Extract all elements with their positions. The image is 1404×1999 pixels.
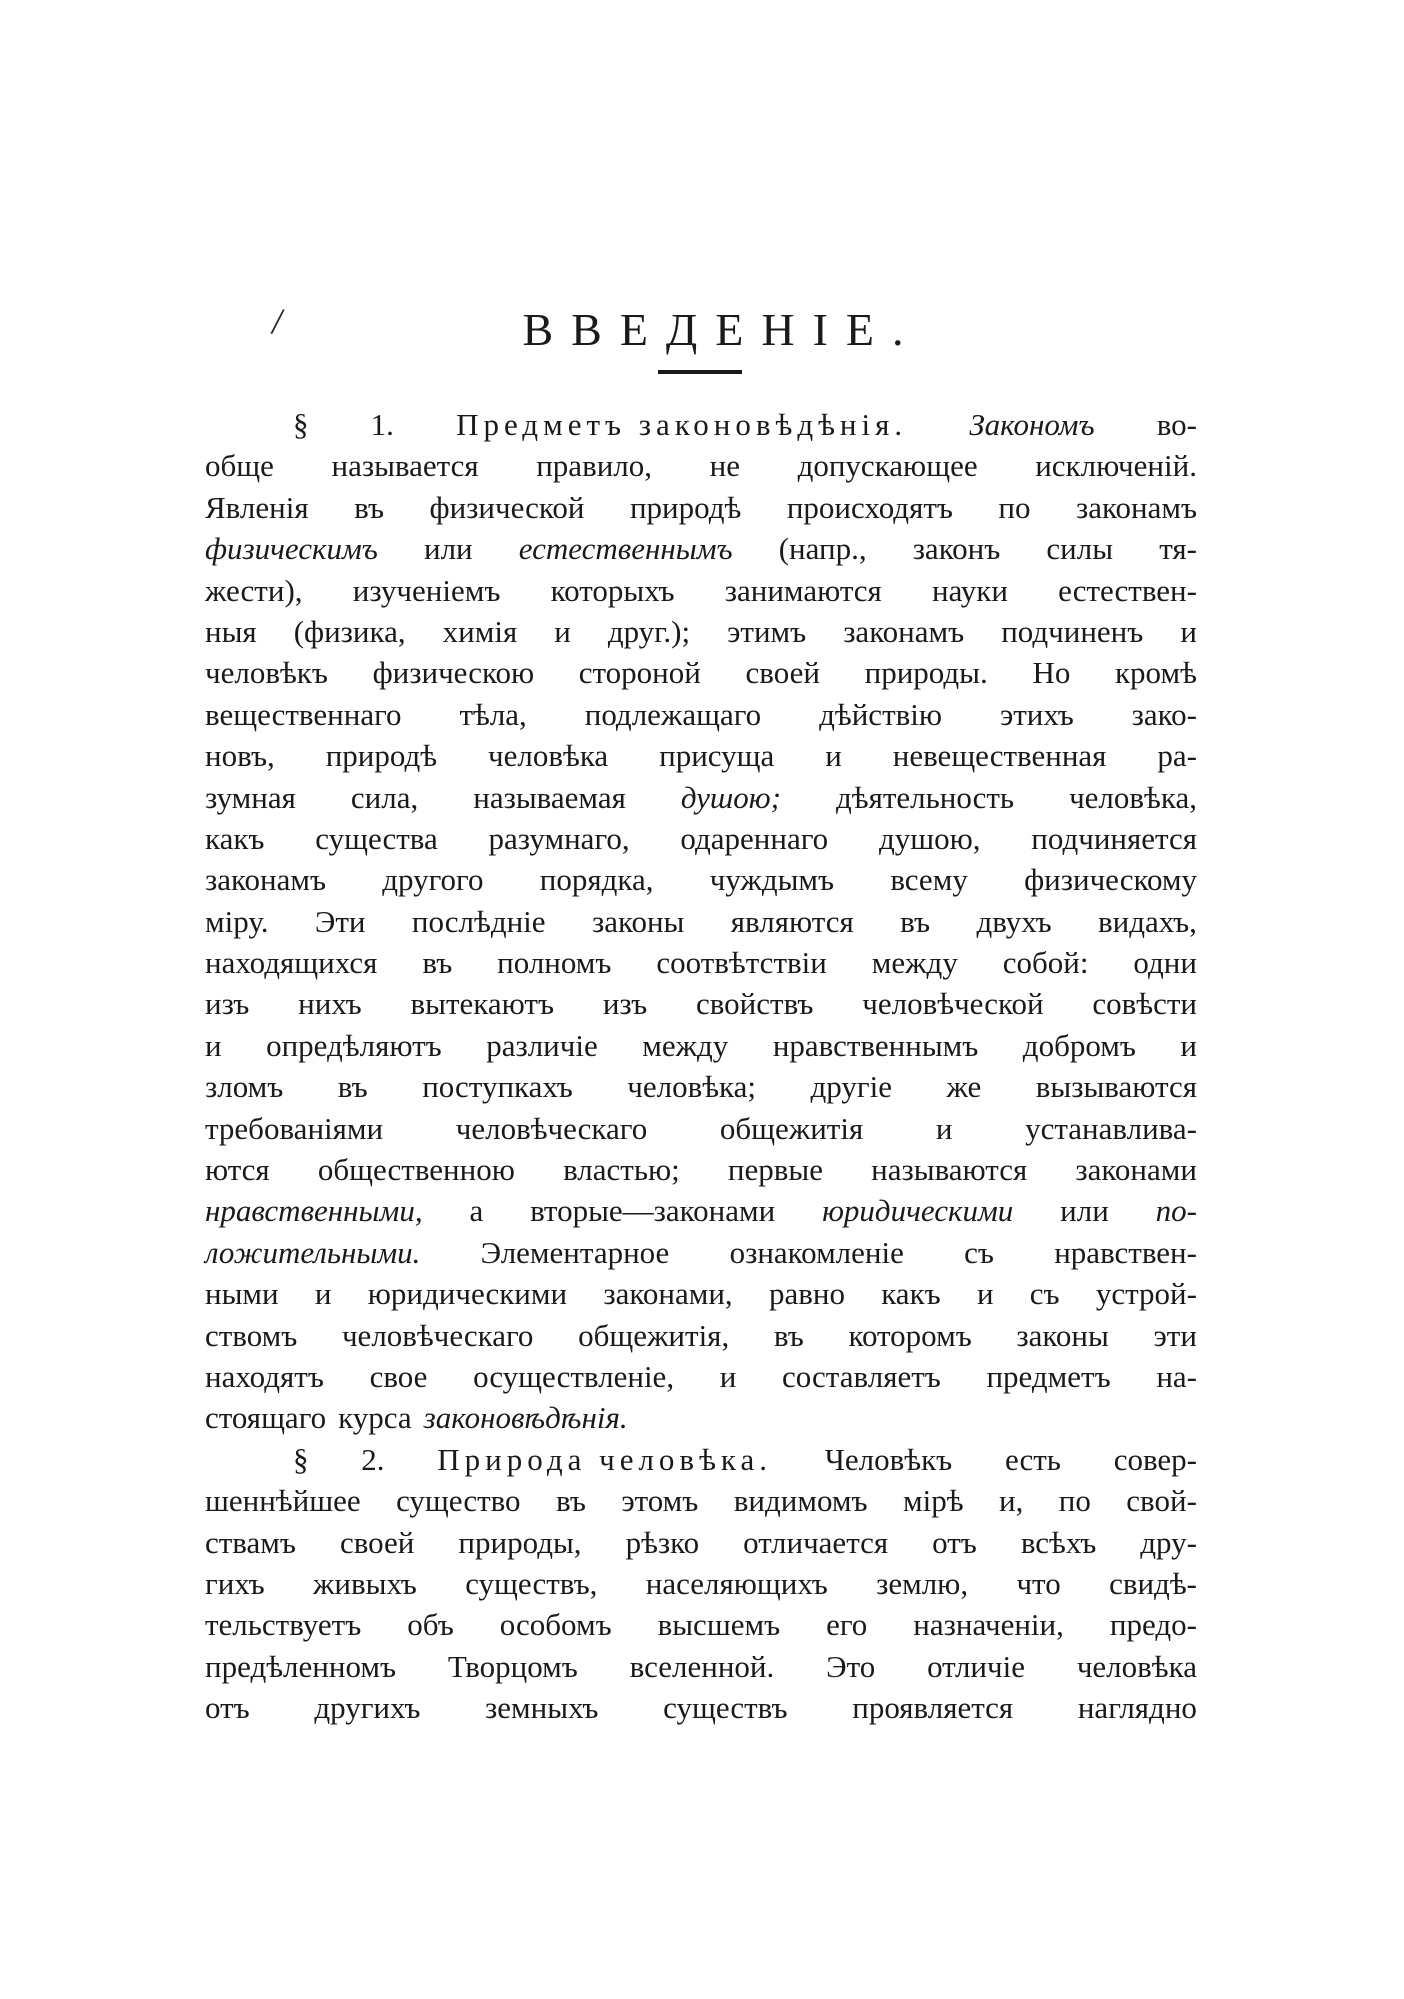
word: человѣческаго xyxy=(341,1317,534,1353)
word: въ xyxy=(773,1317,804,1353)
word: вторые—законами xyxy=(530,1193,776,1229)
word: міру. xyxy=(205,903,269,939)
word: землю, xyxy=(876,1565,969,1601)
word: называемая xyxy=(473,779,626,815)
italic-word: законовѣдѣнія. xyxy=(423,1400,628,1436)
word: и xyxy=(554,613,571,649)
text-line xyxy=(205,1604,1197,1645)
word: чуждымъ xyxy=(709,862,835,898)
word: видимомъ xyxy=(733,1483,868,1519)
word: занимаются xyxy=(724,572,882,608)
word: рѣзко xyxy=(625,1524,700,1560)
word: Творцомъ xyxy=(447,1648,578,1684)
word: проявляется xyxy=(852,1690,1014,1726)
word: обще xyxy=(205,448,274,484)
word: правило, xyxy=(536,448,653,484)
word: свое xyxy=(369,1358,428,1394)
word: ются xyxy=(205,1152,270,1188)
word: человѣческой xyxy=(862,986,1044,1022)
word: по xyxy=(998,489,1031,525)
word: человѣкъ xyxy=(205,655,328,691)
word: а xyxy=(469,1193,484,1229)
word: человѣка xyxy=(488,738,609,774)
word: происходятъ xyxy=(786,489,953,525)
word: человѣческаго xyxy=(455,1110,648,1146)
word: дѣйствію xyxy=(819,696,943,732)
word: различіе xyxy=(486,1027,598,1063)
text-line xyxy=(205,1066,1197,1107)
word: подчиняется xyxy=(1031,820,1197,856)
word: добромъ xyxy=(1022,1027,1136,1063)
word: въ xyxy=(555,1483,586,1519)
page-title: ВВЕДЕНІЕ. xyxy=(522,303,922,355)
word: всѣхъ xyxy=(1020,1524,1097,1560)
word: присуща xyxy=(659,738,775,774)
word: новъ, xyxy=(205,738,275,774)
title-underline-rule xyxy=(658,370,742,374)
word: законамъ xyxy=(1075,489,1197,525)
word: свидѣ- xyxy=(1109,1565,1197,1601)
word: совер- xyxy=(1113,1441,1197,1477)
word: устрой- xyxy=(1095,1276,1197,1312)
word: живыхъ xyxy=(313,1565,417,1601)
word: ра- xyxy=(1157,738,1197,774)
word: 1. xyxy=(370,407,394,442)
word: § xyxy=(293,1441,309,1477)
word: допускающее xyxy=(797,448,978,484)
italic-word: по- xyxy=(1155,1193,1197,1229)
word: природы. xyxy=(864,655,988,691)
word: называются xyxy=(871,1152,1028,1188)
word: другого xyxy=(382,862,484,898)
word: Человѣкъ xyxy=(824,1441,953,1477)
text-line xyxy=(205,1108,1197,1149)
word: Но xyxy=(1032,655,1071,691)
word: существа xyxy=(315,820,438,856)
word: на- xyxy=(1156,1358,1197,1394)
word: законамъ xyxy=(205,862,326,898)
word: между xyxy=(871,945,958,981)
word: находящихся xyxy=(205,945,378,981)
word: ознакомленіе xyxy=(729,1234,904,1270)
word: душою, xyxy=(878,820,981,856)
text-line xyxy=(205,1149,1197,1190)
word: зломъ xyxy=(205,1069,284,1105)
word: сила, xyxy=(350,779,419,815)
word: кромѣ xyxy=(1115,655,1197,691)
text-line xyxy=(205,1687,1197,1728)
word: осуществленіе, xyxy=(473,1358,675,1394)
word: которомъ xyxy=(848,1317,972,1353)
word: зако- xyxy=(1131,696,1197,732)
word: называется xyxy=(331,448,479,484)
word: друг.); xyxy=(607,613,691,649)
word: общежитія xyxy=(719,1110,864,1146)
text-line xyxy=(205,1563,1197,1604)
word: въ xyxy=(354,489,384,525)
word: что xyxy=(1016,1565,1061,1601)
word: или xyxy=(424,531,473,567)
word: предметъ xyxy=(986,1358,1111,1394)
text-line xyxy=(205,570,1197,611)
word: разумнаго, xyxy=(488,820,630,856)
word: нихъ xyxy=(298,986,362,1022)
word: своей xyxy=(339,1524,415,1560)
word: ными xyxy=(205,1276,279,1312)
word: законами, xyxy=(603,1276,733,1312)
text-line xyxy=(205,652,1197,693)
word: какъ xyxy=(881,1276,941,1312)
text-line xyxy=(205,1646,1197,1687)
word: (физика, xyxy=(293,613,406,649)
word: человѣка; xyxy=(627,1069,757,1105)
word: поступкахъ xyxy=(422,1069,573,1105)
word: одни xyxy=(1133,945,1197,981)
text-line xyxy=(205,777,1197,818)
word: этимъ xyxy=(727,613,807,649)
text-line xyxy=(205,1273,1197,1314)
word: послѣдніе xyxy=(411,903,546,939)
word: являются xyxy=(730,903,854,939)
text-line xyxy=(205,1356,1197,1397)
word: его xyxy=(826,1607,868,1643)
word: по xyxy=(1058,1483,1091,1519)
word: всему xyxy=(890,862,968,898)
italic-word: физическимъ xyxy=(205,531,378,567)
word: стороной xyxy=(578,655,701,691)
word: тѣла, xyxy=(459,696,527,732)
word: и xyxy=(314,1276,332,1312)
word: подлежащаго xyxy=(584,696,762,732)
text-line xyxy=(205,1439,1197,1480)
word: полномъ xyxy=(497,945,612,981)
word: особомъ xyxy=(499,1607,612,1643)
word: исключеній. xyxy=(1035,448,1197,484)
word: или xyxy=(1060,1193,1109,1229)
text-line xyxy=(205,1025,1197,1066)
word: Элементарное xyxy=(480,1234,670,1270)
word: общественною xyxy=(317,1152,515,1188)
italic-word: душою; xyxy=(680,779,781,815)
word: дру- xyxy=(1140,1524,1197,1560)
word: первые xyxy=(727,1152,823,1188)
text-line xyxy=(205,1315,1197,1356)
word: въ xyxy=(422,945,453,981)
word: отъ xyxy=(205,1690,250,1726)
word: существъ xyxy=(663,1690,788,1726)
word: невещественная xyxy=(892,738,1107,774)
word: отличается xyxy=(743,1524,889,1560)
word: общежитія, xyxy=(578,1317,730,1353)
italic-word: юридическими xyxy=(822,1193,1014,1229)
word: гихъ xyxy=(205,1565,265,1601)
word: вселенной. xyxy=(629,1648,775,1684)
text-line xyxy=(205,694,1197,735)
word: физической xyxy=(429,489,585,525)
word: шеннѣйшее xyxy=(205,1483,361,1519)
word: соотвѣтствіи xyxy=(656,945,827,981)
text-line xyxy=(205,1190,1197,1231)
word: видахъ, xyxy=(1098,903,1197,939)
text-line xyxy=(205,901,1197,942)
word: и xyxy=(719,1358,737,1394)
word: равно xyxy=(768,1276,845,1312)
section-heading: Природа человѣка. xyxy=(437,1441,773,1477)
text-line xyxy=(205,983,1197,1024)
word: одареннаго xyxy=(680,820,829,856)
word: § xyxy=(293,407,309,442)
word: властью; xyxy=(563,1152,680,1188)
word: нравствен- xyxy=(1054,1234,1197,1270)
text-line xyxy=(205,404,1197,445)
word: ствамъ xyxy=(205,1524,296,1560)
word: съ xyxy=(1029,1276,1060,1312)
word: существо xyxy=(396,1483,521,1519)
word: составляетъ xyxy=(782,1358,941,1394)
text-line xyxy=(205,1397,1197,1438)
word: тельствуетъ xyxy=(205,1607,362,1643)
word: устанавлива- xyxy=(1025,1110,1197,1146)
word: науки xyxy=(932,572,1008,608)
body-text xyxy=(205,404,1197,1729)
word: Это xyxy=(826,1648,876,1684)
word: изученіемъ xyxy=(352,572,501,608)
word: природы, xyxy=(458,1524,582,1560)
word: не xyxy=(709,448,740,484)
word: и xyxy=(205,1027,222,1063)
word: наглядно xyxy=(1077,1690,1197,1726)
italic-word: естественнымъ xyxy=(518,531,733,567)
word: изъ xyxy=(602,986,648,1022)
word: населяющихъ xyxy=(645,1565,828,1601)
word: существъ, xyxy=(465,1565,598,1601)
word: вытекаютъ xyxy=(410,986,554,1022)
word: законъ xyxy=(912,531,1001,567)
section-heading: Предметъ законовѣдѣнія. xyxy=(456,407,908,442)
word: законы xyxy=(1016,1317,1109,1353)
word: предо- xyxy=(1109,1607,1197,1643)
text-line xyxy=(205,528,1197,569)
word: курса xyxy=(338,1400,412,1436)
word: совѣсти xyxy=(1092,986,1197,1022)
word: находятъ xyxy=(205,1358,324,1394)
word: эти xyxy=(1153,1317,1197,1353)
word: же xyxy=(946,1069,982,1105)
word: юридическими xyxy=(367,1276,568,1312)
word: природѣ xyxy=(325,738,438,774)
word: и xyxy=(935,1110,953,1146)
word: собой: xyxy=(1002,945,1089,981)
word: этихъ xyxy=(999,696,1074,732)
word: порядка, xyxy=(539,862,654,898)
word: другіе xyxy=(810,1069,892,1105)
word: и, xyxy=(998,1483,1024,1519)
word: ныя xyxy=(205,613,257,649)
word: во- xyxy=(1156,407,1197,442)
word: въ xyxy=(337,1069,368,1105)
word: и xyxy=(1180,613,1197,649)
word: назначеніи, xyxy=(913,1607,1064,1643)
word: какъ xyxy=(205,820,265,856)
word: отличіе xyxy=(927,1648,1025,1684)
text-line xyxy=(205,1232,1197,1273)
italic-word: ложительными. xyxy=(205,1234,421,1270)
word: жести), xyxy=(205,572,303,608)
word: объ xyxy=(407,1607,454,1643)
word: и xyxy=(976,1276,994,1312)
word: другихъ xyxy=(314,1690,421,1726)
word: опредѣляютъ xyxy=(266,1027,442,1063)
stray-mark: / xyxy=(272,301,283,341)
text-line xyxy=(205,487,1197,528)
word: законамъ xyxy=(843,613,965,649)
word: предѣленномъ xyxy=(205,1648,397,1684)
text-line xyxy=(205,942,1197,983)
word: вещественнаго xyxy=(205,696,402,732)
word: ствомъ xyxy=(205,1317,298,1353)
text-line xyxy=(205,735,1197,776)
word: нравственнымъ xyxy=(772,1027,979,1063)
word: двухъ xyxy=(976,903,1052,939)
word: силы xyxy=(1046,531,1114,567)
word: высшемъ xyxy=(657,1607,781,1643)
italic-word: Закономъ xyxy=(969,407,1095,442)
word: и xyxy=(825,738,842,774)
word: въ xyxy=(900,903,931,939)
word: есть xyxy=(1004,1441,1061,1477)
word: стоящаго xyxy=(205,1400,327,1436)
word: зумная xyxy=(205,779,296,815)
word: законы xyxy=(591,903,685,939)
word: мірѣ xyxy=(902,1483,964,1519)
word: требованіями xyxy=(205,1110,384,1146)
text-line xyxy=(205,818,1197,859)
word: законами xyxy=(1075,1152,1197,1188)
text-line xyxy=(205,445,1197,486)
word: дѣятельность xyxy=(835,779,1015,815)
word: свой- xyxy=(1126,1483,1197,1519)
text-line xyxy=(205,1522,1197,1563)
word: химія xyxy=(442,613,518,649)
word: вызываются xyxy=(1035,1069,1197,1105)
text-line xyxy=(205,1480,1197,1521)
word: земныхъ xyxy=(485,1690,599,1726)
word: 2. xyxy=(361,1441,385,1477)
word: которыхъ xyxy=(550,572,675,608)
word: физическому xyxy=(1024,862,1197,898)
word: тя- xyxy=(1159,531,1197,567)
word: (напр., xyxy=(778,531,867,567)
word: подчиненъ xyxy=(1001,613,1144,649)
word: свойствъ xyxy=(695,986,814,1022)
word: съ xyxy=(964,1234,994,1270)
word: физическою xyxy=(372,655,535,691)
word: между xyxy=(642,1027,729,1063)
word: изъ xyxy=(205,986,250,1022)
text-line xyxy=(205,611,1197,652)
text-line xyxy=(205,859,1197,900)
word: Явленія xyxy=(205,489,309,525)
word: естествен- xyxy=(1058,572,1197,608)
word: своей xyxy=(745,655,820,691)
word: природѣ xyxy=(629,489,742,525)
italic-word: нравственными, xyxy=(205,1193,423,1229)
word: Эти xyxy=(314,903,366,939)
word: этомъ xyxy=(621,1483,699,1519)
word: отъ xyxy=(932,1524,977,1560)
word: человѣка, xyxy=(1069,779,1197,815)
word: и xyxy=(1180,1027,1197,1063)
word: человѣка xyxy=(1076,1648,1197,1684)
